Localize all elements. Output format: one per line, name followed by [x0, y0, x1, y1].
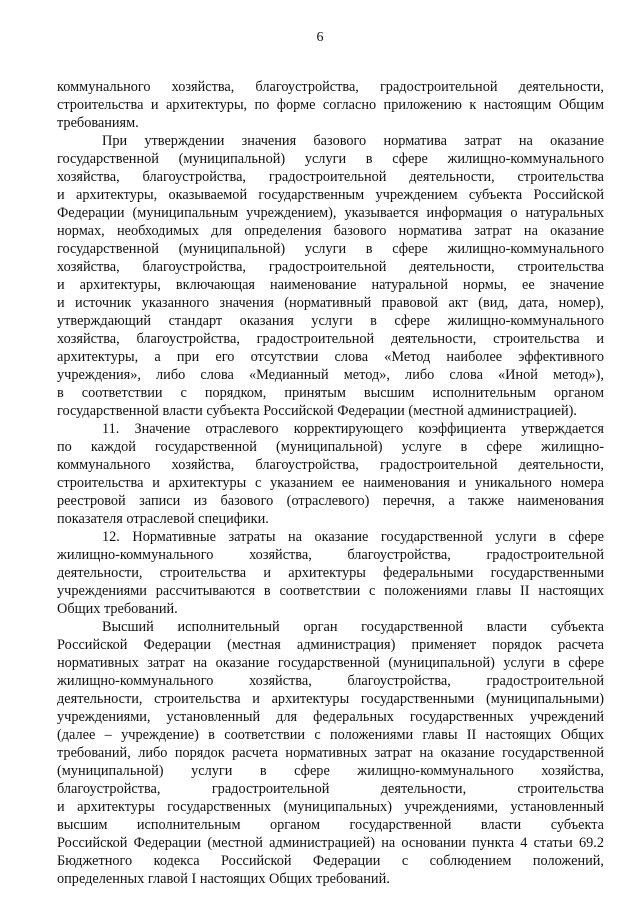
text-line: государственной (муниципальной) услуги в сфере жилищно-коммунального [57, 241, 604, 257]
text-line: и источник указанного значения (нормативный правовой акт (вид, дата, номер), [57, 295, 604, 311]
text-line: требованиям. [57, 115, 139, 131]
text-line: 11. Значение отраслевого корректирующего коэффициента утверждается [102, 421, 604, 437]
text-line: требований, либо порядок расчета нормативных затрат на оказание государственной [57, 745, 604, 761]
text-line: строительства и архитектуры, по форме согласно приложению к настоящим Общим [57, 97, 604, 113]
text-line: и архитектуры государственных (муниципальных) учреждениями, установленный [57, 799, 604, 815]
text-line: государственной власти субъекта Российской Федерации (местной администрацией). [57, 403, 577, 419]
text-line: жилищно-коммунального хозяйства, благоустройства, градостроительной [57, 547, 604, 563]
text-line: учреждениями рассчитываются в соответствии с положениями главы II настоящих [57, 583, 604, 599]
text-line: показателя отраслевой специфики. [57, 511, 269, 527]
text-line: нормах, необходимых для определения базового норматива затрат на оказание [57, 223, 604, 239]
text-line: архитектуры, а при его отсутствии слова «Метод наиболее эффективного [57, 349, 604, 365]
text-line: хозяйства, благоустройства, градостроительной деятельности, строительства и [57, 331, 604, 347]
text-line: (далее – учреждение) в соответствии с положениями главы II настоящих Общих [57, 727, 604, 743]
text-line: строительства и архитектуры с указанием ее наименования и уникального номера [57, 475, 604, 491]
body-text [57, 78, 604, 888]
text-line: Федерации (муниципальным учреждением), указывается информация о натуральных [57, 205, 604, 221]
text-line: и архитектуры, оказываемой государственным учреждением субъекта Российской [57, 187, 604, 203]
text-line: коммунального хозяйства, благоустройства, градостроительной деятельности, [57, 457, 604, 473]
page-number: 6 [316, 30, 324, 45]
text-line: утверждающий стандарт оказания услуги в сфере жилищно-коммунального [57, 313, 604, 329]
text-line: деятельности, строительства и архитектуры государственными (муниципальными) [57, 691, 604, 707]
text-line: учреждения», либо слова «Медианный метод», либо слова «Иной метод»), [57, 367, 604, 383]
text-line: благоустройства, градостроительной деятельности, строительства [57, 781, 604, 797]
text-line: учреждениями, установленный для федеральных государственных учреждений [57, 709, 604, 725]
text-line: коммунального хозяйства, благоустройства, градостроительной деятельности, [57, 79, 604, 95]
text-line: хозяйства, благоустройства, градостроительной деятельности, строительства [57, 259, 604, 275]
text-line: (муниципальной) услуги в сфере жилищно-коммунального хозяйства, [57, 763, 604, 779]
text-line: государственной (муниципальной) услуги в сфере жилищно-коммунального [57, 151, 604, 167]
text-line: в соответствии с порядком, принятым высшим исполнительным органом [57, 385, 604, 401]
text-line: высшим исполнительным органом государственной власти субъекта [57, 817, 604, 833]
text-line: и архитектуры, включающая наименование натуральной нормы, ее значение [57, 277, 604, 293]
text-line: Российской Федерации (местная администрация) применяет порядок расчета [57, 637, 604, 653]
text-line: нормативных затрат на оказание государственной (муниципальной) услуги в сфере [57, 655, 604, 671]
text-line: жилищно-коммунального хозяйства, благоустройства, градостроительной [57, 673, 604, 689]
text-line: хозяйства, благоустройства, градостроительной деятельности, строительства [57, 169, 604, 185]
text-line: определенных главой I настоящих Общих требований. [57, 871, 390, 887]
text-line: деятельности, строительства и архитектуры федеральными государственными [57, 565, 604, 581]
text-line: Бюджетного кодекса Российской Федерации с соблюдением положений, [57, 853, 604, 869]
text-line: реестровой записи из базового (отраслевого) перечня, а также наименования [57, 493, 604, 509]
text-line: Общих требований. [57, 601, 178, 617]
text-line: 12. Нормативные затраты на оказание государственной услуги в сфере [102, 529, 604, 545]
text-line: Высший исполнительный орган государственной власти субъекта [102, 619, 604, 635]
text-line: При утверждении значения базового норматива затрат на оказание [102, 133, 604, 149]
text-line: по каждой государственной (муниципальной) услуге в сфере жилищно- [57, 439, 604, 455]
text-line: Российской Федерации (местной администрацией) на основании пункта 4 статьи 69.2 [57, 835, 604, 851]
